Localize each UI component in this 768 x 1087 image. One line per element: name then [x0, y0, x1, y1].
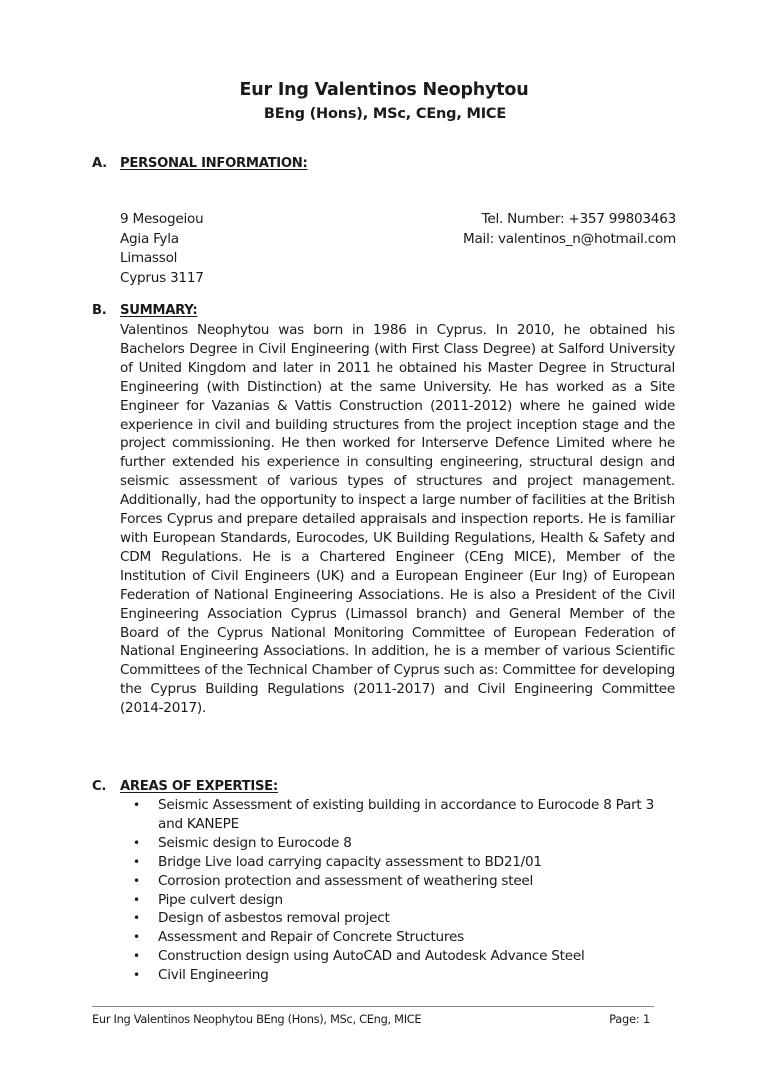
- list-item: [120, 909, 680, 928]
- bullet-icon: •: [133, 968, 140, 983]
- list-item-text: Corrosion protection and assessment of weathering steel: [158, 872, 534, 889]
- section-heading-summary: [92, 303, 197, 318]
- address-line: Limassol: [120, 250, 178, 266]
- email-address: Mail: valentinos_n@hotmail.com: [462, 230, 676, 247]
- section-letter: C.: [92, 779, 107, 794]
- page-number: Page: 1: [609, 1012, 650, 1026]
- section-letter: A.: [92, 156, 107, 171]
- list-item-text: Pipe culvert design: [158, 891, 283, 908]
- document-title: Eur Ing Valentinos Neophytou: [239, 80, 529, 100]
- bullet-icon: •: [133, 911, 140, 926]
- section-heading-personal-information: [92, 156, 308, 171]
- list-item: [120, 853, 680, 872]
- bullet-icon: •: [133, 835, 140, 850]
- bullet-icon: •: [133, 798, 140, 812]
- list-item-text: Seismic Assessment of existing building in accordance to Eurocode 8 Part 3 and KANEPE: [158, 797, 654, 832]
- list-item: [120, 796, 680, 834]
- footer-divider: [92, 1006, 654, 1007]
- contact-block: [463, 210, 676, 249]
- bullet-icon: •: [133, 930, 140, 945]
- list-item: [120, 928, 680, 947]
- bullet-icon: •: [133, 892, 140, 907]
- footer-text: Eur Ing Valentinos Neophytou BEng (Hons), MSc, CEng, MICE: [92, 1012, 422, 1026]
- list-item-text: Civil Engineering: [158, 967, 269, 984]
- list-item-text: Seismic design to Eurocode 8: [158, 834, 352, 851]
- address-line: Cyprus 3117: [120, 269, 204, 286]
- list-item: [120, 966, 680, 985]
- list-item-text: Bridge Live load carrying capacity assessment to BD21/01: [158, 853, 542, 870]
- section-letter: B.: [92, 303, 107, 318]
- list-item: [120, 872, 680, 891]
- section-title: PERSONAL INFORMATION:: [120, 156, 308, 171]
- section-title: SUMMARY:: [120, 303, 198, 318]
- list-item-text: Assessment and Repair of Concrete Structures: [158, 929, 464, 946]
- document-credentials: BEng (Hons), MSc, CEng, MICE: [263, 106, 507, 122]
- list-item: [120, 947, 680, 966]
- list-item-text: Design of asbestos removal project: [158, 910, 390, 927]
- address-block: [120, 210, 204, 288]
- bullet-icon: •: [133, 873, 140, 888]
- summary-paragraph: Valentinos Neophytou was born in 1986 in Cyprus. In 2010, he obtained his Bachelors Degree in Civil Engineering (with First Class Degree) at Salford University of United Kingdom and later in 2011 he obtained his Master Degree in Structural Engineering (with Distinction) at the same University. He has worked as a Site Engineer for Vazanias & Vattis Construction (2011-2012) where he gained wide experience in civil and building structures from the project inception stage and the project commissioning. He then worked for Interserve Defence Limited where he further extended his experience in consulting engineering, structural design and seismic assessment of various types of structures and project management. Additionally, had the opportunity to inspect a large number of facilities at the British Forces Cyprus and prepare detailed appraisals and inspection reports. He is familiar with European Standards, Eurocodes, UK Building Regulations, Health & Safety and CDM Regulations. He is a Chartered Engineer (CEng MICE), Member of the Institution of Civil Engineers (UK) and a European Engineer (Eur Ing) of European Federation of National Engineering Associations. He is also a President of the Civil Engineering Association Cyprus (Limassol branch) and General Member of the Board of the Cyprus National Monitoring Committee of European Federation of National Engineering Associations. In addition, he is a member of various Scientific Committees of the Technical Chamber of Cyprus such as: Committee for developing the Cyprus Building Regulations (2011-2017) and Civil Engineering Committee (2014-2017).: [120, 322, 675, 717]
- expertise-list: [120, 796, 680, 985]
- list-item: [120, 834, 680, 853]
- list-item: [120, 891, 680, 910]
- section-heading-areas-of-expertise: [92, 779, 278, 794]
- section-title: AREAS OF EXPERTISE:: [120, 779, 278, 794]
- bullet-icon: •: [133, 949, 140, 964]
- address-line: Agia Fyla: [120, 230, 179, 247]
- telephone-number: Tel. Number: +357 99803463: [481, 211, 676, 227]
- list-item-text: Construction design using AutoCAD and Autodesk Advance Steel: [158, 948, 585, 965]
- address-line: 9 Mesogeiou: [120, 211, 204, 227]
- bullet-icon: •: [133, 854, 140, 869]
